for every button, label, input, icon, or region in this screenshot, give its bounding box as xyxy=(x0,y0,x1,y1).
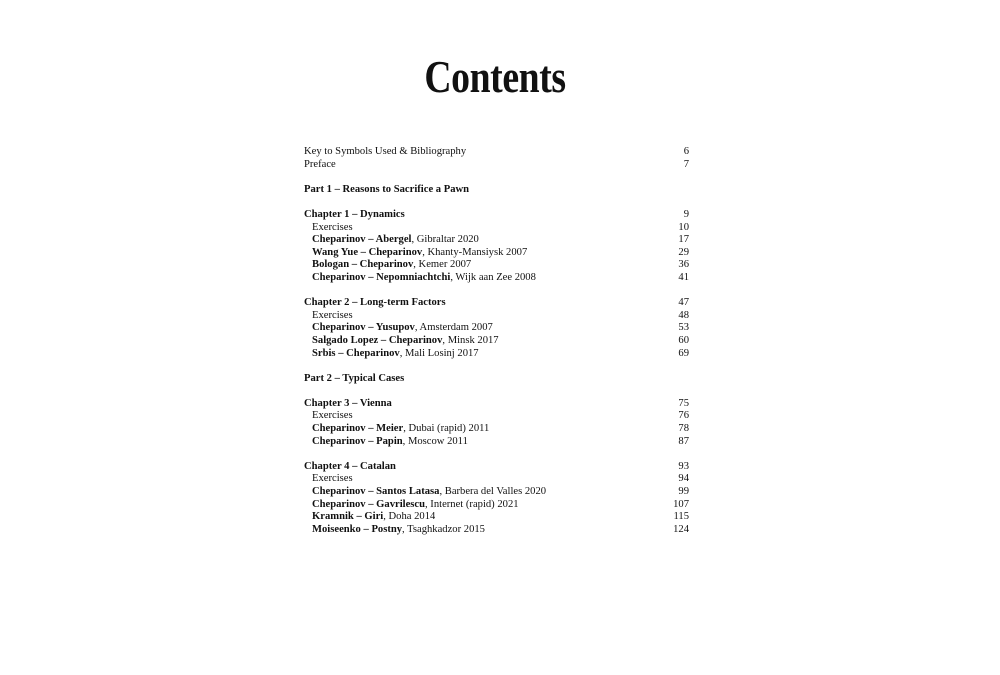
game-page: 53 xyxy=(678,322,689,334)
game-page: 29 xyxy=(678,246,689,258)
game-players: Cheparinov – Yusupov xyxy=(312,322,415,334)
game-entry[interactable] xyxy=(304,524,689,537)
game-entry[interactable] xyxy=(304,322,689,335)
toc-entry-page: 7 xyxy=(683,158,689,170)
game-event: , Internet (rapid) 2021 xyxy=(425,498,519,510)
game-players: Kramnik – Giri xyxy=(312,511,384,523)
chapter-page: 9 xyxy=(683,208,689,220)
part-title: Part 1 – Reasons to Sacrifice a Pawn xyxy=(304,183,470,195)
exercises-page: 10 xyxy=(678,221,689,233)
game-event: , Moscow 2011 xyxy=(402,435,468,447)
chapter-title: Chapter 3 – Vienna xyxy=(304,397,392,409)
table-of-contents xyxy=(304,146,689,536)
game-event: , Minsk 2017 xyxy=(442,334,499,346)
exercises-label: Exercises xyxy=(312,221,353,233)
game-event: , Wijk aan Zee 2008 xyxy=(450,271,536,283)
game-players: Srbis – Cheparinov xyxy=(312,347,400,359)
game-event: , Doha 2014 xyxy=(383,511,436,523)
game-page: 60 xyxy=(678,334,689,346)
game-page: 99 xyxy=(678,486,689,498)
chapter-entry[interactable] xyxy=(304,297,689,310)
chapter-page: 75 xyxy=(678,397,689,409)
game-entry[interactable] xyxy=(304,335,689,348)
game-players: Cheparinov – Abergel xyxy=(312,234,412,246)
exercises-entry[interactable] xyxy=(304,410,689,423)
game-event: , Dubai (rapid) 2011 xyxy=(403,423,490,435)
game-players: Bologan – Cheparinov xyxy=(312,259,414,271)
game-entry[interactable] xyxy=(304,272,689,285)
game-event: , Amsterdam 2007 xyxy=(414,322,493,334)
game-players: Salgado Lopez – Cheparinov xyxy=(312,334,443,346)
game-event: , Kemer 2007 xyxy=(413,259,472,271)
part-heading xyxy=(304,373,689,386)
game-event: , Khanty-Mansiysk 2007 xyxy=(422,246,528,258)
game-page: 17 xyxy=(678,234,689,246)
game-page: 87 xyxy=(678,435,689,447)
game-event: , Barbera del Valles 2020 xyxy=(439,486,547,498)
page-title: Contents xyxy=(424,51,566,102)
game-entry[interactable] xyxy=(304,499,689,512)
game-page: 107 xyxy=(673,498,689,510)
game-page: 124 xyxy=(673,523,689,535)
game-entry[interactable] xyxy=(304,486,689,499)
game-players: Cheparinov – Papin xyxy=(312,435,403,447)
game-page: 41 xyxy=(678,271,689,283)
game-players: Cheparinov – Gavrilescu xyxy=(312,498,425,510)
game-entry[interactable] xyxy=(304,234,689,247)
game-players: Cheparinov – Nepomniachtchi xyxy=(312,271,451,283)
game-page: 36 xyxy=(678,259,689,271)
game-event: , Gibraltar 2020 xyxy=(411,234,479,246)
game-event: , Tsaghkadzor 2015 xyxy=(402,523,485,535)
part-title: Part 2 – Typical Cases xyxy=(304,372,405,384)
chapter-entry[interactable] xyxy=(304,461,689,474)
exercises-label: Exercises xyxy=(312,473,353,485)
toc-entry[interactable] xyxy=(304,146,689,159)
toc-entry-text: Preface xyxy=(304,158,336,170)
chapter-entry[interactable] xyxy=(304,209,689,222)
toc-entry-page: 6 xyxy=(683,146,689,157)
exercises-page: 48 xyxy=(678,309,689,321)
toc-entry-text: Key to Symbols Used & Bibliography xyxy=(304,146,467,157)
part-heading xyxy=(304,184,689,197)
game-page: 69 xyxy=(678,347,689,359)
exercises-entry[interactable] xyxy=(304,473,689,486)
chapter-title: Chapter 1 – Dynamics xyxy=(304,208,405,220)
game-entry[interactable] xyxy=(304,247,689,260)
exercises-page: 76 xyxy=(678,410,689,422)
exercises-page: 94 xyxy=(678,473,689,485)
chapter-title: Chapter 4 – Catalan xyxy=(304,460,396,472)
game-entry[interactable] xyxy=(304,436,689,449)
game-entry[interactable] xyxy=(304,348,689,361)
game-entry[interactable] xyxy=(304,423,689,436)
chapter-entry[interactable] xyxy=(304,398,689,411)
exercises-entry[interactable] xyxy=(304,222,689,235)
exercises-label: Exercises xyxy=(312,309,353,321)
game-entry[interactable] xyxy=(304,511,689,524)
game-players: Cheparinov – Meier xyxy=(312,423,404,435)
chapter-page: 47 xyxy=(678,297,689,309)
exercises-entry[interactable] xyxy=(304,310,689,323)
toc-entry[interactable] xyxy=(304,159,689,172)
game-entry[interactable] xyxy=(304,259,689,272)
game-players: Wang Yue – Cheparinov xyxy=(312,246,423,258)
game-players: Moiseenko – Postny xyxy=(312,523,403,535)
game-event: , Mali Losinj 2017 xyxy=(399,347,479,359)
game-players: Cheparinov – Santos Latasa xyxy=(312,486,440,498)
chapter-title: Chapter 2 – Long-term Factors xyxy=(304,297,446,309)
chapter-page: 93 xyxy=(678,460,689,472)
game-page: 78 xyxy=(678,423,689,435)
exercises-label: Exercises xyxy=(312,410,353,422)
game-page: 115 xyxy=(673,511,689,523)
